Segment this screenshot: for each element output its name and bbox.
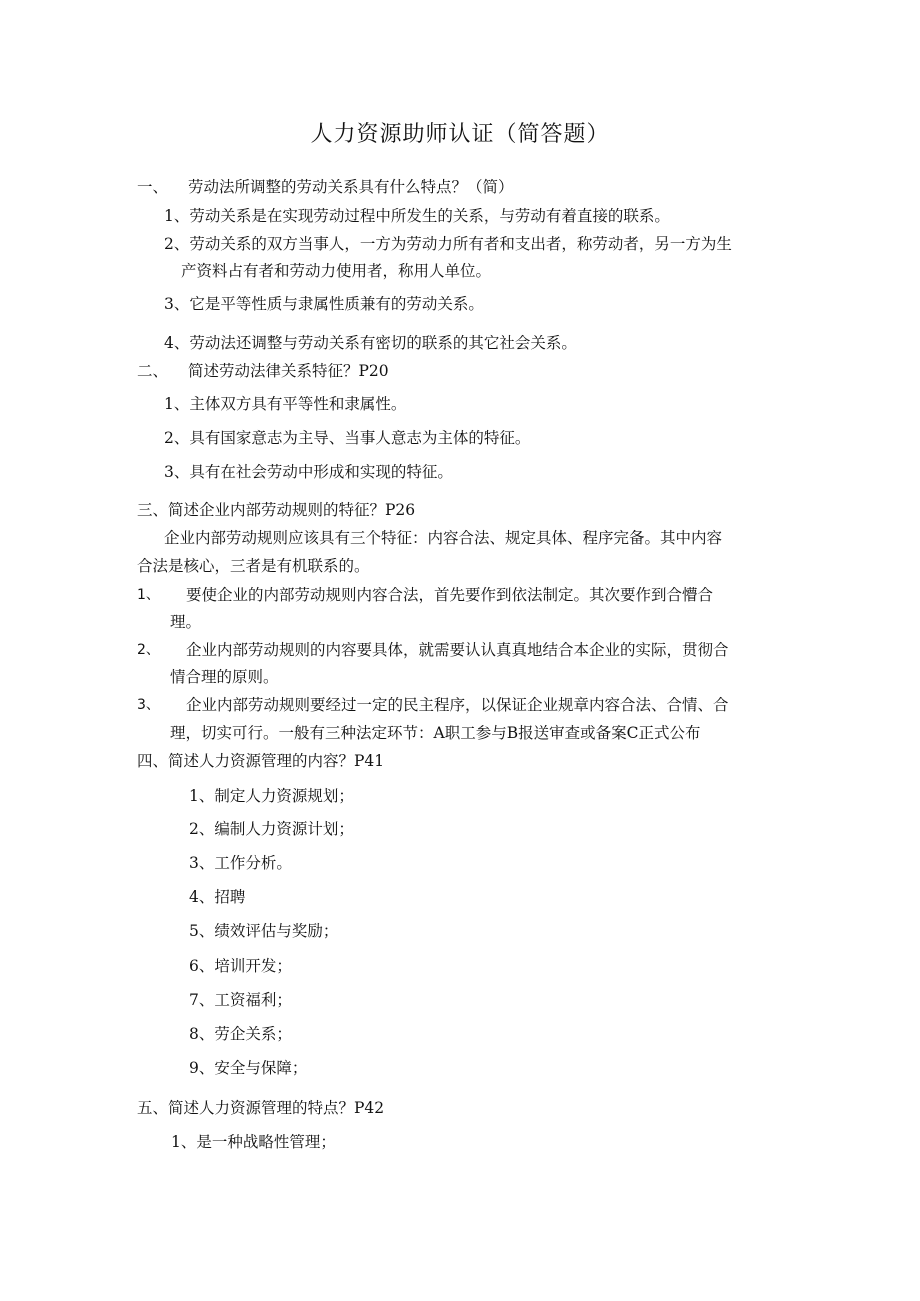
section-4-item: 4、招聘 [189,888,246,906]
section-1-heading: 劳动法所调整的劳动关系具有什么特点？（简） [188,178,514,196]
section-4-item: 3、工作分析。 [189,854,292,872]
section-1-item: 1、劳动关系是在实现劳动过程中所发生的关系，与劳动有着直接的联系。 [164,207,670,225]
section-5-heading: 五、简述人力资源管理的特点？P42 [137,1099,385,1117]
section-3-point-text: 要使企业的内部劳动规则内容合法，首先要作到依法制定。其次要作到合懵合 [186,586,714,604]
section-1-item-continuation: 产资料占有者和劳动力使用者，称用人单位。 [181,262,492,280]
section-4-item: 1、制定人力资源规划； [189,787,354,805]
section-2-item: 2、具有国家意志为主导、当事人意志为主体的特征。 [164,429,531,447]
section-5-item: 1、是一种战略性管理； [171,1133,336,1151]
section-4-item: 7、工资福利； [189,991,292,1009]
section-4-item: 2、编制人力资源计划； [189,820,354,838]
section-2-number: 二、 [137,362,169,380]
section-2-item: 3、具有在社会劳动中形成和实现的特征。 [164,463,453,481]
section-2-heading: 简述劳动法律关系特征？P20 [188,362,389,380]
section-4-heading: 四、简述人力资源管理的内容？P41 [137,752,385,770]
section-3-point-number: 2、 [137,642,160,658]
section-3-heading: 三、简述企业内部劳动规则的特征？P26 [137,501,416,519]
section-3-point-text: 理，切实可行。一般有三种法定环节：A职工参与B报送审查或备案C正式公布 [170,724,701,742]
section-4-item: 9、安全与保障； [189,1059,308,1077]
section-1-item: 2、劳动关系的双方当事人，一方为劳动力所有者和支出者，称劳动者，另一方为生 [164,235,732,253]
document-title: 人力资源助师认证（简答题） [310,122,610,147]
section-4-item: 8、劳企关系； [189,1025,292,1043]
section-3-point-text: 企业内部劳动规则要经过一定的民主程序，以保证企业规章内容合法、合情、合 [186,696,729,714]
section-1-item: 3、它是平等性质与隶属性质兼有的劳动关系。 [164,295,484,313]
section-3-point-text: 情合理的原则。 [170,668,279,686]
section-4-item: 5、绩效评估与奖励； [189,922,339,940]
section-1-number: 一、 [137,178,169,196]
section-3-point-text: 理。 [170,613,202,631]
section-1-item: 4、劳动法还调整与劳动关系有密切的联系的其它社会关系。 [164,334,577,352]
section-4-item: 6、培训开发； [189,957,292,975]
section-3-point-text: 企业内部劳动规则的内容要具体，就需要认认真真地结合本企业的实际，贯彻合 [186,641,729,659]
section-3-intro: 合法是核心，三者是有机联系的。 [137,557,370,575]
section-3-point-number: 1、 [137,587,160,603]
section-3-intro: 企业内部劳动规则应该具有三个特征：内容合法、规定具体、程序完备。其中内容 [164,529,723,547]
section-2-item: 1、主体双方具有平等性和隶属性。 [164,395,407,413]
section-3-point-number: 3、 [137,697,160,713]
